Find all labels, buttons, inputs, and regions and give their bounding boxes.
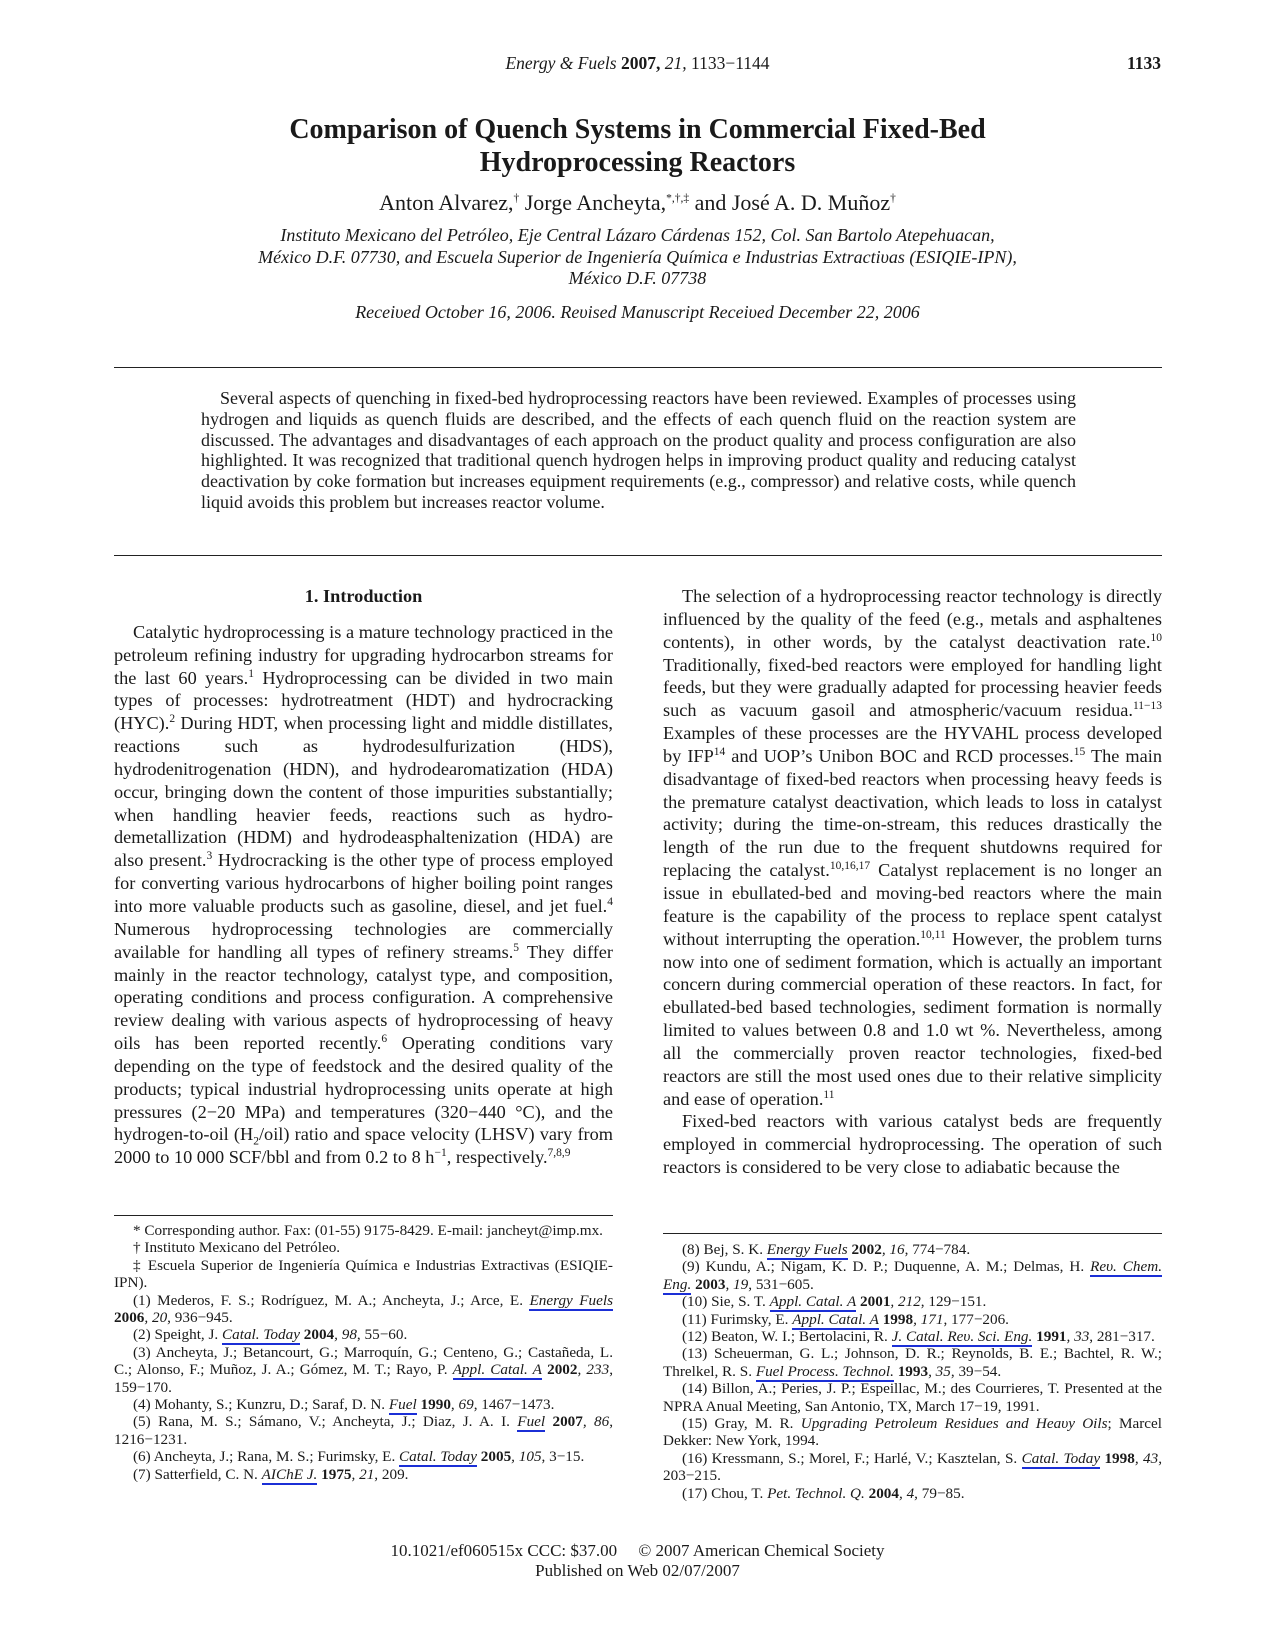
- page-number: 1133: [1126, 53, 1161, 73]
- ref-authors: (11) Furimsky, E.: [682, 1310, 793, 1328]
- ref-authors: (5) Rana, M. S.; Sámano, V.; Ancheyta, J.; Diaz, J. A. I.: [133, 1413, 518, 1431]
- subscript: 2: [253, 1136, 259, 1149]
- ref-mark: 10: [1150, 631, 1162, 644]
- journal-link[interactable]: Appl. Catal. A: [769, 1293, 857, 1311]
- reference-11: [663, 1311, 1162, 1328]
- ref-pages: , 55−60.: [356, 1326, 408, 1344]
- ref-volume: , 233: [577, 1361, 610, 1379]
- author-3: and José A. D. Muñoz: [689, 190, 891, 215]
- ref-mark: 5: [513, 941, 520, 954]
- ref-authors: (4) Mohanty, S.; Kunzru, D.; Saraf, D. N.: [133, 1396, 389, 1414]
- journal-link[interactable]: Catal. Today: [222, 1326, 300, 1344]
- text-run: Traditionally, fixed-bed reactors were employed for handling light feeds, but they were gradually adapted for processing heavier feeds such as vacuum gasoil and atmospheric/vacuum residua.: [663, 654, 1162, 721]
- ref-pages: , 1216−1231.: [114, 1413, 614, 1448]
- ref-authors: (12) Beaton, W. I.; Bertolacini, R.: [682, 1328, 892, 1346]
- ref-authors: (2) Speight, J.: [133, 1326, 223, 1344]
- journal-pages: 1133−1144: [690, 53, 770, 73]
- author-3-mark: †: [890, 192, 896, 205]
- ref-year: 2002: [847, 1241, 882, 1258]
- book-title: Upgrading Petroleum Residues and Heaυy Oils: [800, 1415, 1108, 1433]
- ref-mark: 4: [607, 895, 613, 908]
- text-run: and UOP’s Unibon BOC and RCD processes.: [725, 745, 1074, 766]
- ref-year: 2007: [545, 1413, 583, 1431]
- journal-volume: 21,: [664, 53, 687, 73]
- text-run: Catalyst replacement is no longer an issue in ebullated-bed and moving-bed reactors where the main feature is the capability of the process to replace spent catalyst without interrupting the operation.: [663, 860, 1163, 949]
- journal-link[interactable]: AIChE J.: [261, 1465, 318, 1483]
- reference-14: (14) Billon, A.; Peries, J. P.; Espeillac, M.; des Courrieres, T. Presented at the NPRA Anual Meeting, San Antonio, TX, March 17−19, 1991.: [663, 1380, 1162, 1415]
- journal-link[interactable]: Fuel Process. Technol.: [755, 1362, 894, 1380]
- ref-volume: , 171: [913, 1310, 944, 1328]
- ref-publisher: ; Marcel Dekker: New York, 1994.: [663, 1415, 1162, 1450]
- superscript: −1: [434, 1147, 447, 1160]
- abstract: Several aspects of quenching in fixed-bed hydroprocessing reactors have been reviewed. Examples of processes using hydrogen and liquids as quench fluids are described, and the effects of each quench fluid on the reaction system are discussed. The advantages and disadvantages of each approach on the product quality and process configuration are also highlighted. It was recognized that traditional quench hydrogen helps in improving product quality and reducing catalyst deactivation by coke formation but increases equipment requirements (e.g., compressor) and relative costs, while quench liquid avoids this problem but increases reactor volume.: [201, 388, 1076, 512]
- reference-1: [114, 1292, 613, 1327]
- reference-3: [114, 1344, 613, 1396]
- journal-link[interactable]: Energy Fuels: [529, 1291, 613, 1309]
- reference-5: [114, 1413, 613, 1448]
- ref-year: 2004: [299, 1326, 335, 1344]
- ref-year: 1991: [1032, 1328, 1067, 1346]
- journal-link[interactable]: Catal. Today: [1021, 1449, 1101, 1467]
- footnotes-left: [114, 1222, 613, 1483]
- ref-authors: (10) Sie, S. T.: [682, 1293, 770, 1311]
- body-column-left: [114, 585, 613, 1169]
- ref-volume: , 35: [928, 1362, 951, 1380]
- ref-year: 2004: [864, 1484, 899, 1502]
- ref-mark: 7,8,9: [547, 1147, 571, 1160]
- ref-authors: (8) Bej, S. K.: [682, 1241, 767, 1258]
- journal-link[interactable]: Reυ. Chem. Eng.: [663, 1258, 1162, 1293]
- reference-2: [114, 1326, 613, 1343]
- ref-pages: , 774−784.: [904, 1241, 971, 1258]
- text-run: Numerous hydroprocessing technologies are commercially available for handling all types of refinery streams.: [114, 918, 613, 962]
- text-run: However, the problem turns now into one of sediment formation, which is actually an important concern during commercial operation of these reactors. In fact, for ebullated-bed based technologies, sediment formation is normally limited to values between 0.8 and 1.0 wt %. Nevertheless, among all the commercially proven reactor technologies, fixed-bed reactors are still the most used ones due to their relative simplicity and ease of operation.: [663, 928, 1162, 1109]
- ref-mark: 6: [381, 1032, 388, 1045]
- ref-pages: , 129−151.: [920, 1293, 987, 1311]
- ref-volume: , 21: [351, 1465, 375, 1483]
- author-2: Jorge Ancheyta,: [519, 190, 667, 215]
- published-date: Published on Web 02/07/2007: [535, 1561, 740, 1580]
- affiliation-line-3: México D.F. 07738: [568, 268, 707, 288]
- abstract-top-rule: [114, 367, 1162, 368]
- ref-pages: , 79−85.: [914, 1484, 965, 1502]
- text-run: Catalytic hydroprocessing is a mature technology practiced in the petroleum refining industry for upgrading hydrocarbon streams for the last 60 years.: [114, 621, 613, 688]
- paragraph-3: Fixed-bed reactors with various catalyst beds are frequently employed in commercial hydroprocessing. The operation of such reactors is considered to be very close to adiabatic because the: [663, 1111, 1162, 1178]
- ref-mark: 15: [1073, 745, 1086, 758]
- reference-10: [663, 1293, 1162, 1310]
- footnotes-right: [663, 1241, 1162, 1502]
- text-run: During HDT, when processing light and middle distillates, reactions such as hydrodesulfurization (HDS), hydrodenitrogenation (HDN), and hydrodearomatization (HDA) occur, bringing down the content of those impurities substantially; when handling heavier feeds, reactions such as hydrodemetallization (HDM) and hydrodeasphaltenization (HDA) are also present.: [114, 713, 613, 871]
- text-run: The selection of a hydroprocessing reactor technology is directly influenced by the quality of the feed (e.g., metals and asphaltenes contents), in other words, by the catalyst deactivation rate.: [663, 586, 1162, 652]
- ref-mark: 10,16,17: [829, 860, 871, 873]
- affiliation-line-1: Instituto Mexicano del Petróleo, Eje Central Lázaro Cárdenas 152, Col. San Bartolo Atepehuacan,: [280, 225, 995, 245]
- ref-volume: , 212: [890, 1293, 921, 1311]
- article-title: [0, 113, 1275, 179]
- title-line-1: Comparison of Quench Systems in Commercial Fixed-Bed: [289, 114, 986, 145]
- journal-link[interactable]: J. Catal. Reυ. Sci. Eng.: [891, 1328, 1033, 1346]
- ref-mark: 1: [248, 667, 254, 680]
- ref-authors: (15) Gray, M. R.: [682, 1415, 801, 1433]
- running-header: [0, 53, 1275, 74]
- ref-pages: , 3−15.: [541, 1448, 585, 1466]
- ref-volume: , 16: [881, 1241, 905, 1258]
- text-run: Hydrocracking is the other type of process employed for converting various hydrocarbons of higher boiling point ranges into more valuable products such as gasoline, diesel, and jet fuel.: [114, 850, 613, 916]
- ref-authors: (7) Satterfield, C. N.: [133, 1465, 262, 1483]
- text-run: Hydroprocessing can be divided in two main types of processes: hydrotreatment (HDT) and hydrocracking (HYC).: [114, 667, 614, 734]
- ref-volume: , 19: [725, 1275, 749, 1293]
- ref-authors: (16) Kressmann, S.; Morel, F.; Harlé, V.; Kasztelan, S.: [682, 1449, 1022, 1467]
- journal-link[interactable]: Fuel: [517, 1413, 546, 1431]
- ref-year: 1998: [878, 1310, 914, 1328]
- ref-year: 2005: [476, 1448, 512, 1466]
- affiliation-line-2: México D.F. 07730, and Escuela Superior de Ingeniería Química e Industrias Extractiυas (ESIQIE-IPN),: [258, 246, 1017, 267]
- ref-pages: , 177−206.: [943, 1310, 1009, 1328]
- reference-6: [114, 1448, 613, 1465]
- text-run: They differ mainly in the reactor technology, catalyst type, and composition, operating conditions and process configuration. A comprehensive review dealing with various aspects of hydroprocessing of heavy oils has been reported recently.: [114, 941, 614, 1054]
- journal-name: Pet. Technol. Q.: [767, 1484, 865, 1502]
- ref-year: 2003: [691, 1275, 726, 1293]
- ref-authors: (13) Scheuerman, G. L.; Johnson, D. R.; Reynolds, B. E.; Bachtel, R. W.; Threlkel, R. S.: [663, 1345, 1162, 1380]
- received-dates: Receiυed October 16, 2006. Reυised Manuscript Receiυed December 22, 2006: [355, 302, 920, 322]
- reference-7: [114, 1466, 613, 1483]
- ref-authors: (3) Ancheyta, J.; Betancourt, G.; Marroquín, G.; Centeno, G.; Castañeda, L. C.; Alonso, F.; Muñoz, J. A.; Gómez, M. T.; Rayo, P.: [114, 1343, 613, 1379]
- ref-pages: , 1467−1473.: [473, 1396, 555, 1414]
- ref-pages: , 159−170.: [114, 1361, 613, 1396]
- reference-12: [663, 1328, 1162, 1345]
- ref-year: 1975: [317, 1465, 352, 1483]
- reference-13: [663, 1345, 1162, 1380]
- ref-pages: , 209.: [374, 1465, 409, 1483]
- author-list: [0, 190, 1275, 216]
- journal-year: 2007,: [620, 53, 661, 73]
- journal-link[interactable]: Catal. Today: [399, 1448, 477, 1466]
- affiliation-note-1: † Instituto Mexicano del Petróleo.: [133, 1239, 341, 1257]
- ref-authors: (9) Kundu, A.; Nigam, K. D. P.; Duquenne, A. M.; Delmas, H.: [682, 1258, 1091, 1276]
- ref-year: 1993: [893, 1362, 929, 1380]
- author-1: Anton Alvarez,: [379, 190, 514, 215]
- ref-mark: 11−13: [1132, 700, 1162, 713]
- journal-name: Energy & Fuels: [505, 53, 617, 73]
- ref-year: 1998: [1100, 1449, 1135, 1467]
- ref-mark: 2: [169, 713, 176, 726]
- reference-17: [663, 1485, 1162, 1502]
- ref-year: 2002: [541, 1361, 578, 1379]
- author-1-mark: †: [513, 192, 520, 205]
- ref-volume: , 33: [1066, 1328, 1090, 1346]
- body-column-right: [663, 585, 1162, 1179]
- ref-volume: , 43: [1134, 1449, 1159, 1467]
- ref-volume: , 98: [334, 1326, 357, 1344]
- text-run: The main disadvantage of fixed-bed reactors when processing heavy feeds is the premature catalyst deactivation, which leads to loss in catalyst activity; during the time-on-stream, this reduces drastically the length of the run due to the frequent shutdowns required for replacing the catalyst.: [663, 745, 1162, 881]
- paragraph-1: [114, 621, 613, 1169]
- footnote-rule-left: [114, 1215, 613, 1216]
- reference-4: [114, 1396, 613, 1413]
- ref-mark: 3: [206, 850, 213, 863]
- author-2-mark: *,†,‡: [666, 192, 690, 205]
- ref-year: 1990: [416, 1396, 451, 1414]
- journal-link[interactable]: Appl. Catal. A: [452, 1361, 542, 1379]
- affiliation: [140, 225, 1135, 290]
- journal-link[interactable]: Appl. Catal. A: [792, 1310, 879, 1328]
- reference-9: [663, 1258, 1162, 1293]
- ref-pages: , 936−945.: [167, 1309, 233, 1327]
- paragraph-2: [663, 585, 1162, 1110]
- ref-volume: , 20: [144, 1309, 168, 1327]
- reference-15: [663, 1415, 1162, 1450]
- ref-mark: 14: [713, 745, 726, 758]
- text-run: Operating conditions vary depending on the type of feedstock and the desired quality of the products; typical industrial hydroprocessing units operate at high pressures (2−20 MPa) and temperatures (320−440 °C), and the hydrogen-to-oil (H: [114, 1033, 613, 1145]
- affiliation-note-2: ‡ Escuela Superior de Ingeniería Química e Industrias Extractivas (ESIQIE-IPN).: [114, 1256, 613, 1292]
- ref-volume: , 105: [511, 1448, 542, 1466]
- ref-pages: , 39−54.: [950, 1362, 1002, 1380]
- title-line-2: Hydroprocessing Reactors: [479, 147, 796, 178]
- ref-volume: , 69: [450, 1396, 474, 1414]
- corresponding-author-note: * Corresponding author. Fax: (01-55) 9175-8429. E-mail: jancheyt@imp.mx.: [133, 1222, 603, 1239]
- ref-authors: (17) Chou, T.: [682, 1484, 768, 1502]
- reference-16: [663, 1450, 1162, 1485]
- ref-year: 2006: [114, 1309, 145, 1327]
- reference-8: [663, 1241, 1162, 1258]
- text-run: , respectively.: [446, 1147, 548, 1168]
- ref-mark: 11: [823, 1088, 835, 1101]
- ref-mark: 10,11: [920, 928, 946, 941]
- ref-volume: , 86: [582, 1413, 610, 1431]
- ref-authors: (6) Ancheyta, J.; Rana, M. S.; Furimsky, E.: [133, 1448, 400, 1466]
- page-footer: [0, 1541, 1275, 1581]
- ref-pages: , 531−605.: [748, 1275, 814, 1293]
- journal-link[interactable]: Energy Fuels: [766, 1241, 848, 1258]
- footer-line-1: [0, 1541, 1275, 1561]
- doi: 10.1021/ef060515x CCC: $37.00: [390, 1541, 618, 1560]
- text-run: /oil) ratio and space velocity (LHSV) vary from 2000 to 10 000 SCF/bbl and from 0.2 to 8 h: [114, 1124, 613, 1168]
- ref-pages: , 281−317.: [1089, 1328, 1155, 1346]
- ref-authors: (1) Mederos, F. S.; Rodríguez, M. A.; Ancheyta, J.; Arce, E.: [133, 1291, 530, 1309]
- ref-volume: , 4: [898, 1484, 915, 1502]
- copyright: © 2007 American Chemical Society: [638, 1541, 885, 1560]
- text-run: Examples of these processes are the HYVAHL process developed by IFP: [663, 723, 1162, 766]
- journal-link[interactable]: Fuel: [388, 1396, 417, 1414]
- abstract-bottom-rule: [114, 555, 1162, 556]
- ref-year: 2001: [856, 1293, 891, 1311]
- section-heading: 1. Introduction: [304, 586, 423, 606]
- footnote-rule-right: [663, 1233, 1162, 1234]
- ref-pages: , 203−215.: [663, 1449, 1162, 1485]
